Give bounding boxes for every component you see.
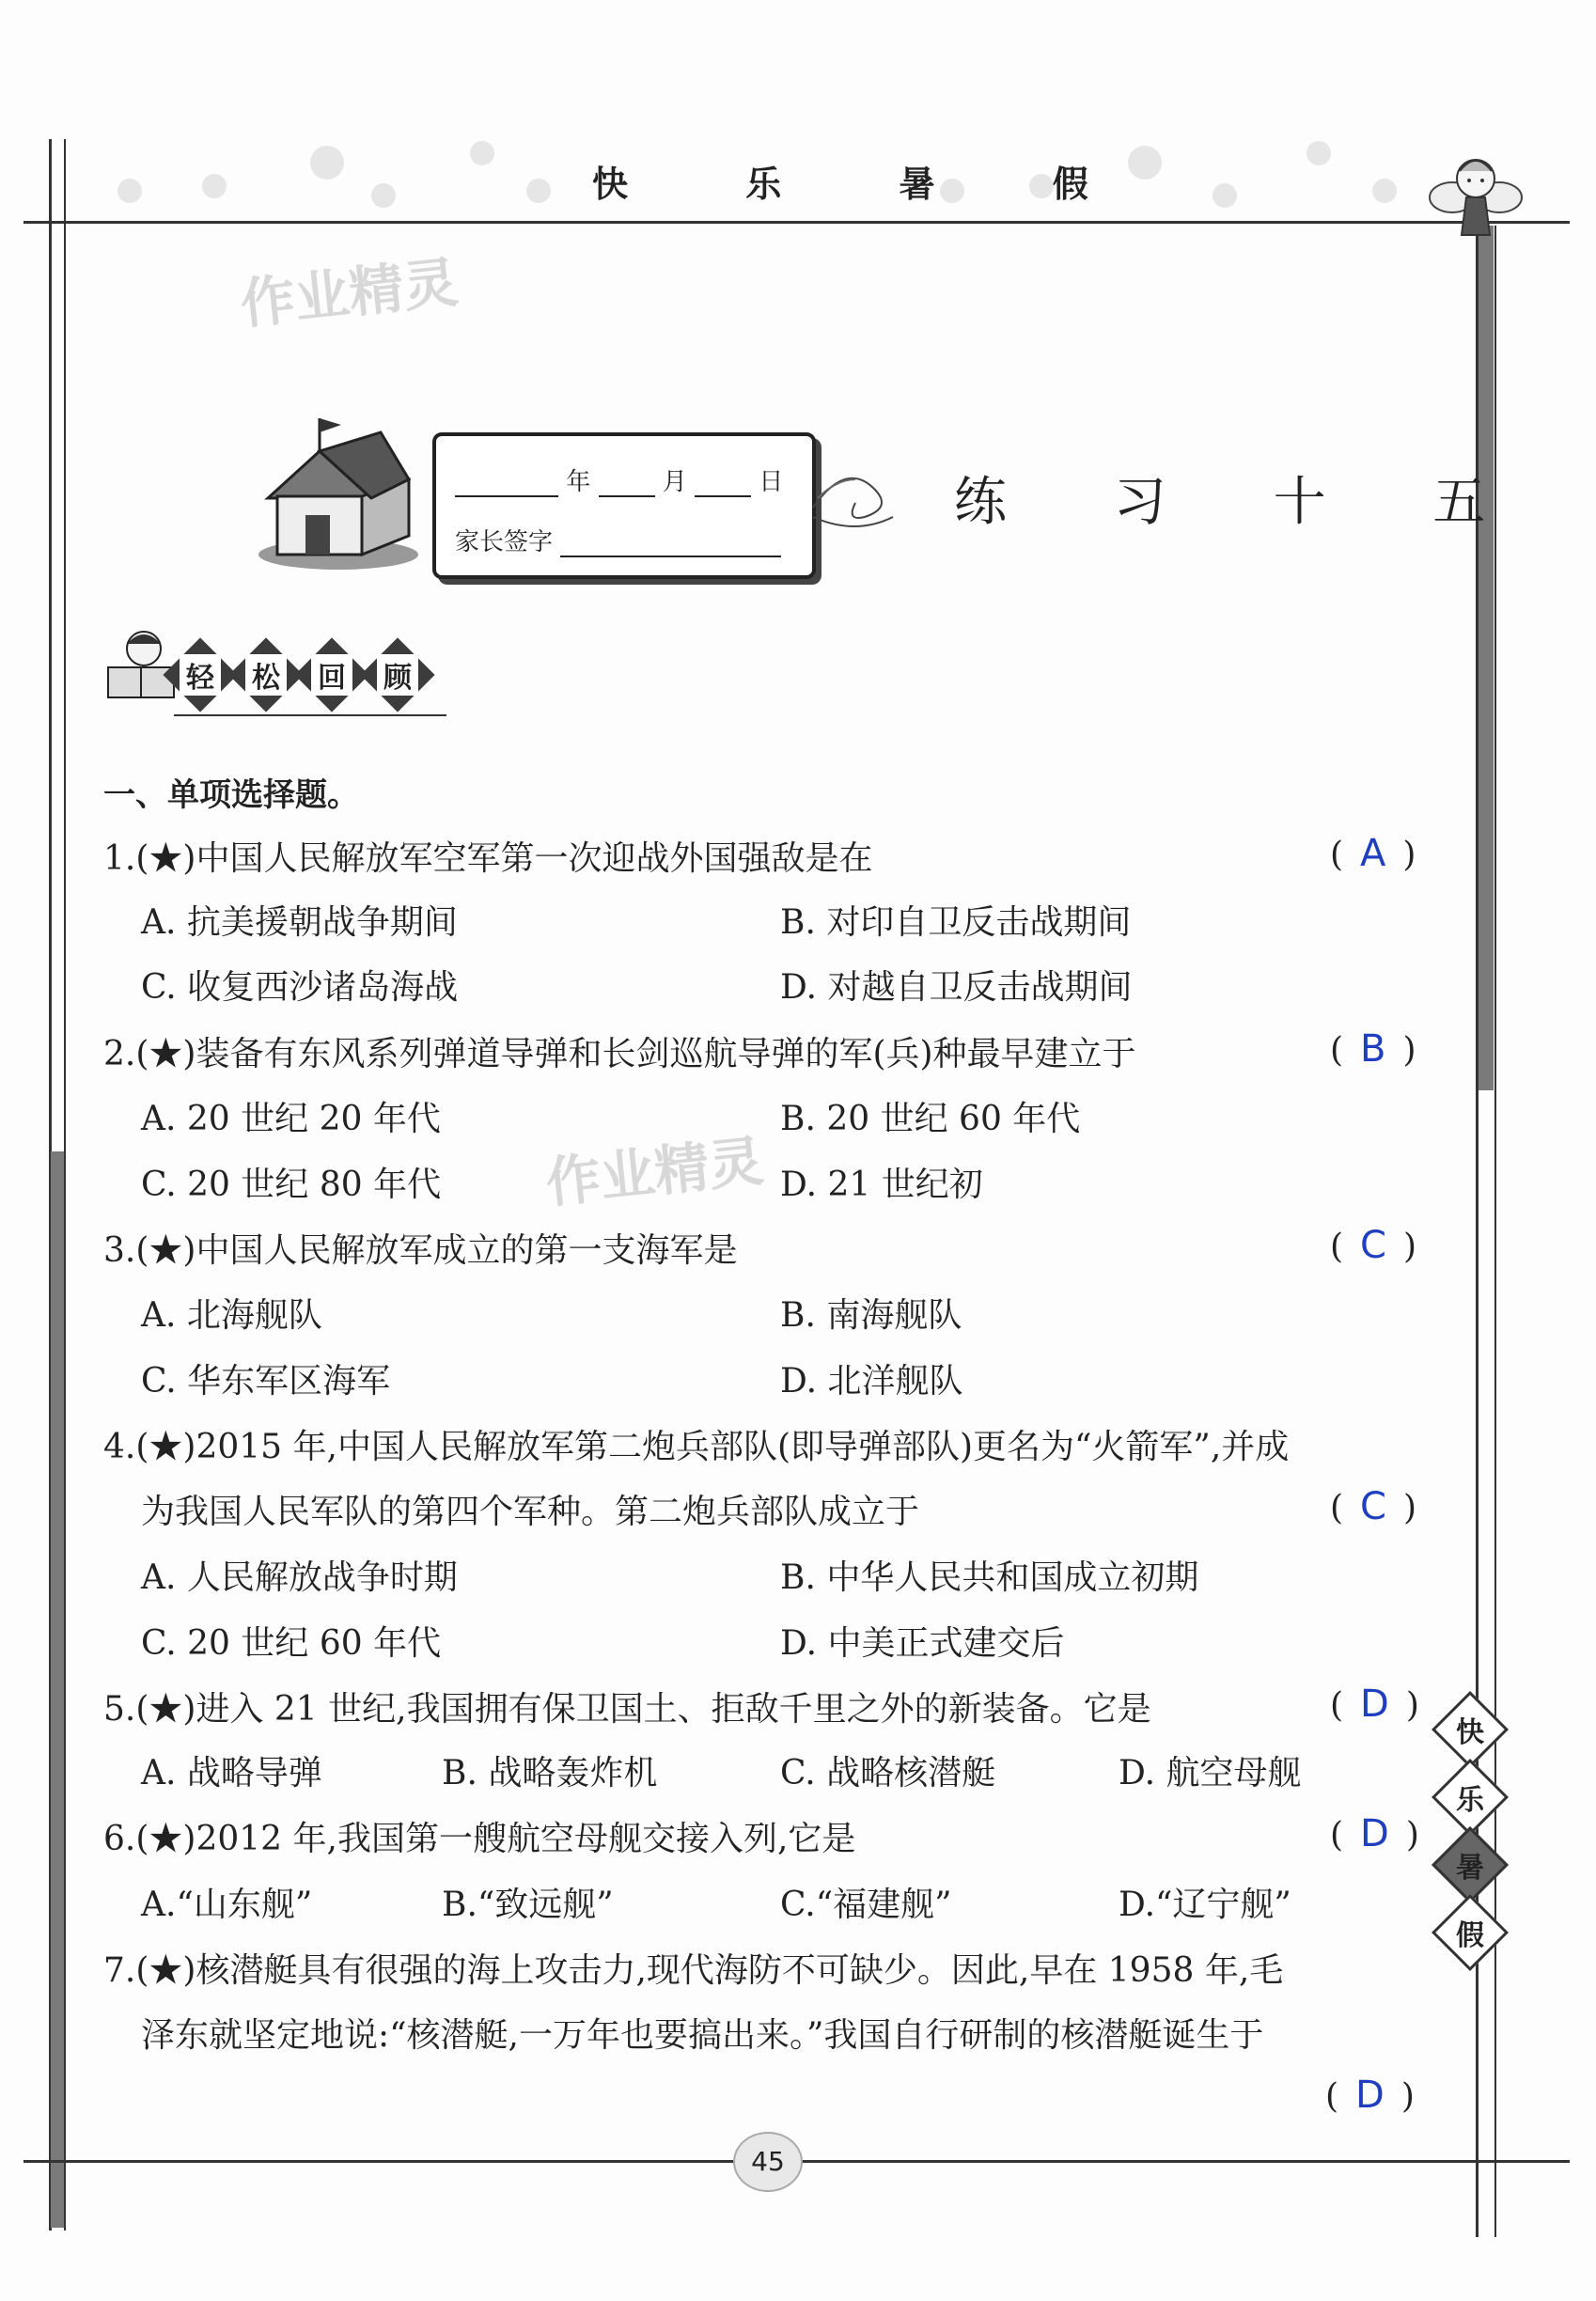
question-4-stem-line2: 为我国人民军队的第四个军种。第二炮兵部队成立于 xyxy=(141,1493,920,1531)
question-4-option-a: A. 人民解放战争时期 xyxy=(141,1558,458,1597)
question-4-stem: 4.(★)2015 年,中国人民解放军第二炮兵部队(即导弹部队)更名为“火箭军”,并成 xyxy=(103,1428,1290,1466)
question-3-answer-letter: C xyxy=(1360,1224,1386,1267)
review-char-4: 顾 xyxy=(377,654,418,696)
question-5-stem: 5.(★)进入 21 世纪,我国拥有保卫国土、拒敌千里之外的新装备。它是 xyxy=(103,1690,1151,1729)
year-label: 年 xyxy=(566,468,591,496)
question-1-stem: 1.(★)中国人民解放军空军第一次迎战外国强敌是在 xyxy=(103,839,873,878)
date-signature-box xyxy=(432,432,816,579)
question-1-answer: ( A ) xyxy=(1330,832,1416,875)
watermark-middle: 作业精灵 xyxy=(542,1129,767,1215)
review-char-2: 松 xyxy=(245,654,287,696)
left-inner-border-line xyxy=(64,139,66,2231)
school-house-icon xyxy=(249,414,418,573)
month-label: 月 xyxy=(662,468,687,496)
review-banner xyxy=(174,649,424,701)
question-6-option-a: A.“山东舰” xyxy=(141,1886,313,1924)
question-2-option-d: D. 21 世纪初 xyxy=(780,1166,983,1204)
question-2-option-a: A. 20 世纪 20 年代 xyxy=(141,1100,441,1138)
question-1-answer-letter: A xyxy=(1360,832,1386,875)
right-gray-bar xyxy=(1479,226,1494,1090)
review-underline xyxy=(174,714,446,716)
question-6-stem: 6.(★)2012 年,我国第一艘航空母舰交接入列,它是 xyxy=(103,1820,856,1858)
side-tab-char-4: 假 xyxy=(1456,1919,1484,1952)
question-4-answer: ( C ) xyxy=(1330,1485,1417,1528)
question-2-answer: ( B ) xyxy=(1330,1027,1416,1071)
left-gray-bar xyxy=(51,1151,64,2228)
question-5-option-c: C. 战略核潜艇 xyxy=(780,1754,996,1792)
side-tab-char-2: 乐 xyxy=(1456,1784,1484,1817)
signature-blank[interactable] xyxy=(560,556,781,557)
question-3-answer: ( C ) xyxy=(1330,1224,1417,1267)
question-1-option-a: A. 抗美援朝战争期间 xyxy=(141,903,458,942)
question-3-option-b: B. 南海舰队 xyxy=(780,1296,962,1335)
question-6-answer: ( D ) xyxy=(1330,1812,1419,1855)
question-5-option-d: D. 航空母舰 xyxy=(1119,1754,1302,1792)
swirl-decoration-icon xyxy=(808,451,902,555)
month-blank[interactable] xyxy=(599,495,655,497)
side-tab-char-3: 暑 xyxy=(1456,1852,1484,1885)
reading-boy-icon xyxy=(99,625,179,710)
question-3-option-a: A. 北海舰队 xyxy=(141,1296,322,1335)
question-7-answer-letter: D xyxy=(1355,2074,1385,2117)
question-5-answer-letter: D xyxy=(1360,1683,1389,1726)
question-7-stem: 7.(★)核潜艇具有很强的海上攻击力,现代海防不可缺少。因此,早在 1958 年,毛 xyxy=(103,1951,1284,1990)
day-blank[interactable] xyxy=(695,495,751,497)
question-4-answer-letter: C xyxy=(1360,1485,1386,1528)
review-char-3: 回 xyxy=(311,654,352,696)
question-2-option-c: C. 20 世纪 80 年代 xyxy=(141,1166,442,1204)
header-rule xyxy=(23,221,1570,224)
question-3-option-d: D. 北洋舰队 xyxy=(780,1362,963,1401)
page-number: 45 xyxy=(733,2132,803,2192)
question-6-option-c: C.“福建舰” xyxy=(780,1886,952,1924)
question-1-option-c: C. 收复西沙诸岛海战 xyxy=(141,968,459,1007)
fairy-icon xyxy=(1424,141,1527,254)
watermark-top: 作业精灵 xyxy=(237,250,462,337)
question-1-option-b: B. 对印自卫反击战期间 xyxy=(780,903,1132,942)
question-6-option-b: B.“致远舰” xyxy=(442,1886,614,1924)
question-2-stem: 2.(★)装备有东风系列弹道导弹和长剑巡航导弹的军(兵)种最早建立于 xyxy=(103,1035,1136,1073)
question-2-option-b: B. 20 世纪 60 年代 xyxy=(780,1100,1081,1138)
date-row xyxy=(455,462,783,497)
exercise-title: 练 习 十 五 xyxy=(954,472,1531,533)
day-label: 日 xyxy=(759,468,784,496)
question-7-answer: ( D ) xyxy=(1325,2074,1415,2117)
signature-row xyxy=(455,523,781,557)
question-2-answer-letter: B xyxy=(1360,1027,1386,1071)
question-4-option-c: C. 20 世纪 60 年代 xyxy=(141,1624,442,1663)
review-char-1: 轻 xyxy=(180,654,221,696)
question-5-option-a: A. 战略导弹 xyxy=(141,1754,322,1792)
side-tab xyxy=(1443,1697,1497,1965)
side-tab-char-1: 快 xyxy=(1456,1716,1484,1749)
question-4-option-b: B. 中华人民共和国成立初期 xyxy=(780,1558,1199,1597)
question-6-answer-letter: D xyxy=(1360,1812,1389,1855)
question-5-option-b: B. 战略轰炸机 xyxy=(442,1754,658,1792)
question-1-option-d: D. 对越自卫反击战期间 xyxy=(780,968,1133,1007)
question-3-option-c: C. 华东军区海军 xyxy=(141,1362,391,1401)
question-6-option-d: D.“辽宁舰” xyxy=(1119,1886,1291,1924)
question-7-stem-line2: 泽东就坚定地说:“核潜艇,一万年也要搞出来。”我国自行研制的核潜艇诞生于 xyxy=(141,2016,1264,2055)
year-blank[interactable] xyxy=(455,495,558,497)
question-5-answer: ( D ) xyxy=(1330,1683,1419,1726)
question-4-option-d: D. 中美正式建交后 xyxy=(780,1624,1065,1663)
question-3-stem: 3.(★)中国人民解放军成立的第一支海军是 xyxy=(103,1231,738,1270)
header-title: 快 乐 暑 假 xyxy=(592,164,1141,205)
section-title: 一、单项选择题。 xyxy=(103,776,359,814)
signature-label: 家长签字 xyxy=(455,528,554,556)
